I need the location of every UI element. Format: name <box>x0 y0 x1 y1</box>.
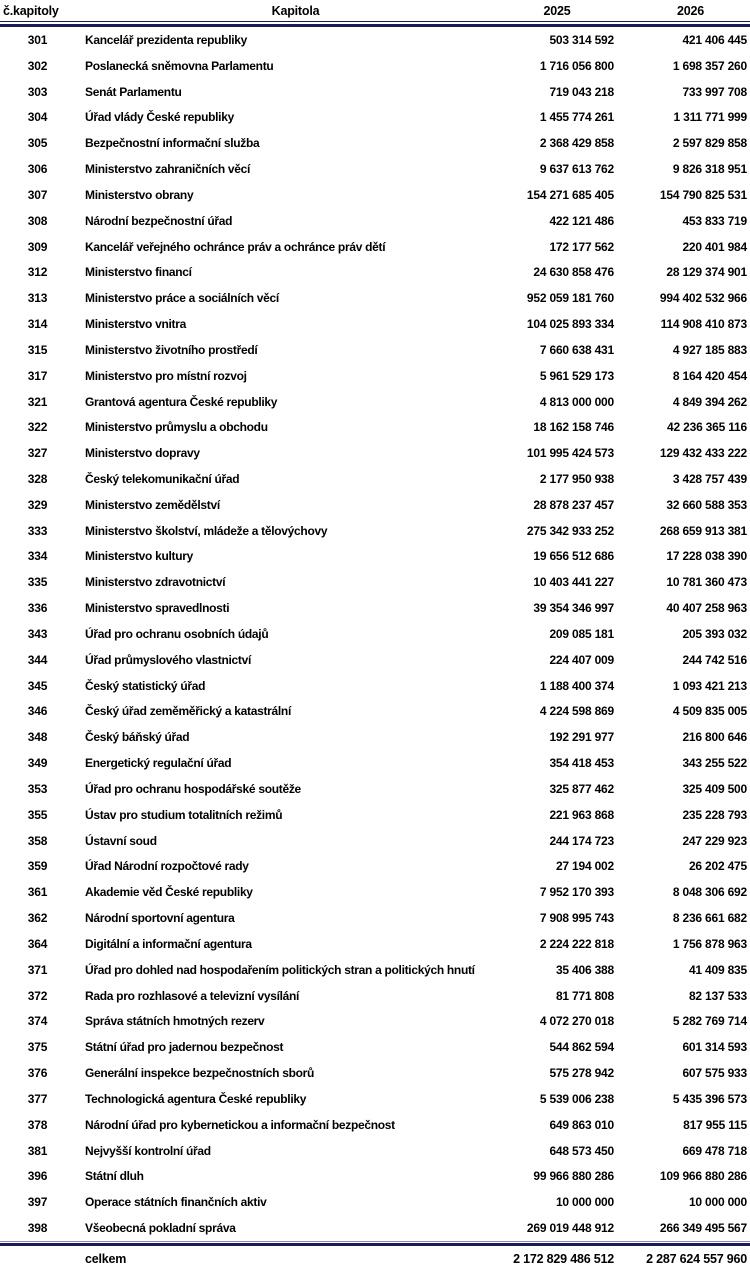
chapter-name-cell: Úřad Národní rozpočtové rady <box>85 859 249 874</box>
value-2026-cell: 109 966 880 286 <box>659 1169 747 1184</box>
value-2026-cell: 220 401 984 <box>682 239 747 254</box>
value-2025-cell: 1 455 774 261 <box>539 110 614 125</box>
chapter-name-cell: Technologická agentura České republiky <box>85 1091 307 1106</box>
chapter-number-cell: 345 <box>27 678 48 693</box>
table-row <box>0 208 750 234</box>
value-2025-cell: 39 354 346 997 <box>533 601 614 616</box>
value-2025-cell: 354 418 453 <box>549 756 614 771</box>
chapter-number-cell: 364 <box>27 936 48 951</box>
value-2026-cell: 10 000 000 <box>688 1195 747 1210</box>
chapter-name-cell: Národní úřad pro kybernetickou a informační bezpečnost <box>85 1117 395 1132</box>
chapter-number-cell: 334 <box>27 549 48 564</box>
chapter-number-cell: 306 <box>27 162 48 177</box>
chapter-number-cell: 304 <box>27 110 48 125</box>
value-2026-cell: 4 849 394 262 <box>672 394 747 409</box>
chapter-number-cell: 374 <box>27 1014 48 1029</box>
value-2026-cell: 8 164 420 454 <box>672 368 747 383</box>
value-2025-cell: 275 342 933 252 <box>526 523 614 538</box>
value-2025-cell: 154 271 685 405 <box>526 187 614 202</box>
chapter-name-cell: Bezpečnostní informační služba <box>85 136 260 151</box>
chapter-name-cell: Národní bezpečnostní úřad <box>85 213 233 228</box>
chapter-number-cell: 398 <box>27 1221 48 1235</box>
value-2026-cell: 216 800 646 <box>682 730 747 745</box>
table-row <box>0 699 750 725</box>
value-2026-cell: 994 402 532 966 <box>659 291 747 306</box>
table-row <box>0 492 750 518</box>
table-row <box>0 311 750 337</box>
value-2026-cell: 82 137 533 <box>688 988 747 1003</box>
value-2025-cell: 99 966 880 286 <box>533 1169 614 1184</box>
chapter-name-cell: Ministerstvo pro místní rozvoj <box>85 368 247 383</box>
table-row <box>0 53 750 79</box>
chapter-name-cell: Národní sportovní agentura <box>85 911 235 926</box>
table-row <box>0 1138 750 1164</box>
value-2026-cell: 2 597 829 858 <box>672 136 747 151</box>
value-2025-cell: 1 716 056 800 <box>539 58 614 73</box>
table-row <box>0 234 750 260</box>
value-2026-cell: 5 282 769 714 <box>672 1014 747 1029</box>
table-row <box>0 854 750 880</box>
value-2025-cell: 24 630 858 476 <box>533 265 614 280</box>
chapter-number-cell: 371 <box>27 962 48 977</box>
chapter-number-cell: 346 <box>27 704 48 719</box>
table-row <box>0 724 750 750</box>
table-row <box>0 518 750 544</box>
table-row <box>0 1189 750 1215</box>
value-2025-cell: 325 877 462 <box>549 781 614 796</box>
chapter-number-cell: 377 <box>27 1091 48 1106</box>
value-2025-cell: 544 862 594 <box>549 1040 614 1055</box>
chapter-number-cell: 307 <box>27 187 48 202</box>
chapter-name-cell: Úřad vlády České republiky <box>85 110 234 125</box>
value-2026-cell: 40 407 258 963 <box>666 601 747 616</box>
chapter-name-cell: Nejvyšší kontrolní úřad <box>85 1143 211 1158</box>
chapter-number-cell: 317 <box>27 368 48 383</box>
chapter-name-cell: Grantová agentura České republiky <box>85 394 278 409</box>
chapter-name-cell: Ministerstvo zahraničních věcí <box>85 162 251 177</box>
chapter-name-cell: Ministerstvo dopravy <box>85 446 200 461</box>
value-2026-cell: 8 048 306 692 <box>672 885 747 900</box>
chapter-number-cell: 322 <box>27 420 48 435</box>
value-2025-cell: 2 368 429 858 <box>539 136 614 151</box>
table-row <box>0 285 750 311</box>
total-row <box>0 1246 750 1278</box>
value-2025-cell: 104 025 893 334 <box>526 317 614 332</box>
table-row <box>0 389 750 415</box>
chapter-name-cell: Akademie věd České republiky <box>85 885 253 900</box>
chapter-number-cell: 396 <box>27 1169 48 1184</box>
value-2025-cell: 221 963 868 <box>549 807 614 822</box>
value-2025-cell: 9 637 613 762 <box>539 162 614 177</box>
value-2025-cell: 192 291 977 <box>549 730 614 745</box>
value-2025-cell: 719 043 218 <box>549 84 614 99</box>
value-2025-cell: 7 908 995 743 <box>539 911 614 926</box>
value-2026-cell: 28 129 374 901 <box>666 265 747 280</box>
chapter-name-cell: Ministerstvo školství, mládeže a tělovýchovy <box>85 523 328 538</box>
chapter-number-cell: 321 <box>27 394 48 409</box>
chapter-number-cell: 335 <box>27 575 48 590</box>
table-row <box>0 957 750 983</box>
table-row <box>0 1086 750 1112</box>
chapter-name-cell: Senát Parlamentu <box>85 84 182 99</box>
value-2026-cell: 601 314 593 <box>682 1040 747 1055</box>
table-row <box>0 828 750 854</box>
value-2025-cell: 422 121 486 <box>549 213 614 228</box>
chapter-name-cell: Ministerstvo spravedlnosti <box>85 601 230 616</box>
value-2026-cell: 244 742 516 <box>682 652 747 667</box>
value-2026-cell: 421 406 445 <box>682 32 747 47</box>
chapter-name-cell: Ministerstvo kultury <box>85 549 194 564</box>
chapter-number-cell: 397 <box>27 1195 48 1210</box>
table-row <box>0 879 750 905</box>
chapter-name-cell: Státní dluh <box>85 1169 144 1184</box>
table-row <box>0 905 750 931</box>
value-2026-cell: 9 826 318 951 <box>672 162 747 177</box>
chapter-number-cell: 343 <box>27 626 48 641</box>
chapter-name-cell: Ministerstvo práce a sociálních věcí <box>85 291 279 306</box>
table-row <box>0 466 750 492</box>
table-row <box>0 647 750 673</box>
value-2026-cell: 4 927 185 883 <box>672 342 747 357</box>
chapter-number-cell: 333 <box>27 523 48 538</box>
value-2026-cell: 5 435 396 573 <box>672 1091 747 1106</box>
value-2026-cell: 733 997 708 <box>682 84 747 99</box>
value-2026-cell: 268 659 913 381 <box>659 523 747 538</box>
table-row <box>0 156 750 182</box>
value-2025-cell: 101 995 424 573 <box>526 446 614 461</box>
chapter-name-cell: Ministerstvo zdravotnictví <box>85 575 226 590</box>
table-row <box>0 130 750 156</box>
chapter-name-cell: Ústav pro studium totalitních režimů <box>85 807 283 822</box>
table-row <box>0 621 750 647</box>
chapter-name-cell: Generální inspekce bezpečnostních sborů <box>85 1066 315 1081</box>
value-2025-cell: 648 573 450 <box>549 1143 614 1158</box>
table-row <box>0 673 750 699</box>
value-2026-cell: 4 509 835 005 <box>672 704 747 719</box>
table-row <box>0 1163 750 1189</box>
chapter-name-cell: Úřad pro ochranu osobních údajů <box>85 626 269 641</box>
chapter-number-cell: 303 <box>27 84 48 99</box>
value-2025-cell: 7 952 170 393 <box>539 885 614 900</box>
chapter-name-cell: Český telekomunikační úřad <box>85 471 240 486</box>
chapter-number-cell: 359 <box>27 859 48 874</box>
chapter-name-cell: Ministerstvo životního prostředí <box>85 342 258 357</box>
chapter-number-cell: 381 <box>27 1143 48 1158</box>
value-2025-cell: 209 085 181 <box>549 626 614 641</box>
value-2026-cell: 1 311 771 999 <box>673 110 747 125</box>
chapter-name-cell: Státní úřad pro jadernou bezpečnost <box>85 1040 284 1055</box>
chapter-name-cell: Český úřad zeměměřický a katastrální <box>85 704 291 719</box>
chapter-number-cell: 362 <box>27 911 48 926</box>
chapter-name-cell: Český statistický úřad <box>85 678 206 693</box>
chapter-name-cell: Český báňský úřad <box>85 730 190 745</box>
value-2026-cell: 1 756 878 963 <box>672 936 747 951</box>
table-row <box>0 414 750 440</box>
value-2026-cell: 343 255 522 <box>682 756 747 771</box>
table-row <box>0 750 750 776</box>
table-row <box>0 363 750 389</box>
table-body <box>0 27 750 1241</box>
total-2025-value: 2 172 829 486 512 <box>513 1252 614 1266</box>
value-2026-cell: 453 833 719 <box>682 213 747 228</box>
chapter-name-cell: Rada pro rozhlasové a televizní vysílání <box>85 988 300 1003</box>
value-2025-cell: 503 314 592 <box>549 32 614 47</box>
table-row <box>0 776 750 802</box>
chapter-number-cell: 329 <box>27 497 48 512</box>
chapter-number-cell: 375 <box>27 1040 48 1055</box>
table-row <box>0 79 750 105</box>
chapter-number-cell: 309 <box>27 239 48 254</box>
table-row <box>0 1060 750 1086</box>
table-row <box>0 802 750 828</box>
value-2026-cell: 1 093 421 213 <box>672 678 747 693</box>
chapter-number-cell: 336 <box>27 601 48 616</box>
value-2025-cell: 35 406 388 <box>555 962 614 977</box>
chapter-number-cell: 327 <box>27 446 48 461</box>
chapter-number-cell: 348 <box>27 730 48 745</box>
chapter-number-cell: 344 <box>27 652 48 667</box>
value-2025-cell: 4 072 270 018 <box>539 1014 614 1029</box>
table-row <box>0 1034 750 1060</box>
value-2026-cell: 114 908 410 873 <box>660 317 747 332</box>
table-row <box>0 27 750 53</box>
table-row <box>0 983 750 1009</box>
value-2026-cell: 17 228 038 390 <box>666 549 747 564</box>
value-2025-cell: 4 813 000 000 <box>539 394 614 409</box>
total-label: celkem <box>85 1252 127 1266</box>
chapter-name-cell: Energetický regulační úřad <box>85 756 232 771</box>
chapter-number-cell: 355 <box>27 807 48 822</box>
chapter-number-cell: 349 <box>27 756 48 771</box>
value-2026-cell: 154 790 825 531 <box>659 187 747 202</box>
table-row <box>0 1112 750 1138</box>
chapter-number-cell: 315 <box>27 342 48 357</box>
chapter-name-cell: Ministerstvo zemědělství <box>85 497 220 512</box>
value-2025-cell: 18 162 158 746 <box>533 420 614 435</box>
value-2025-cell: 10 000 000 <box>555 1195 614 1210</box>
value-2025-cell: 244 174 723 <box>549 833 614 848</box>
chapter-name-cell: Úřad pro dohled nad hospodařením politických stran a politických hnutí <box>85 962 475 977</box>
chapter-name-cell: Digitální a informační agentura <box>85 936 252 951</box>
chapter-name-cell: Všeobecná pokladní správa <box>85 1221 236 1235</box>
value-2025-cell: 2 224 222 818 <box>539 936 614 951</box>
value-2026-cell: 325 409 500 <box>682 781 747 796</box>
value-2026-cell: 817 955 115 <box>683 1117 747 1132</box>
value-2026-cell: 32 660 588 353 <box>666 497 747 512</box>
value-2026-cell: 129 432 433 222 <box>659 446 747 461</box>
value-2026-cell: 1 698 357 260 <box>672 58 747 73</box>
total-2026-value: 2 287 624 557 960 <box>646 1252 747 1266</box>
chapter-name-cell: Kancelář prezidenta republiky <box>85 32 248 47</box>
value-2026-cell: 3 428 757 439 <box>672 471 747 486</box>
chapter-number-cell: 361 <box>27 885 48 900</box>
chapter-number-cell: 313 <box>27 291 48 306</box>
header-year-2026: 2026 <box>676 3 704 18</box>
value-2025-cell: 172 177 562 <box>549 239 614 254</box>
value-2026-cell: 235 228 793 <box>682 807 747 822</box>
table-row <box>0 595 750 621</box>
chapter-number-cell: 353 <box>27 781 48 796</box>
chapter-number-cell: 376 <box>27 1066 48 1081</box>
value-2025-cell: 28 878 237 457 <box>533 497 614 512</box>
table-row <box>0 544 750 570</box>
chapter-name-cell: Úřad průmyslového vlastnictví <box>85 652 252 667</box>
value-2026-cell: 669 478 718 <box>682 1143 747 1158</box>
chapter-number-cell: 305 <box>27 136 48 151</box>
chapter-name-cell: Ústavní soud <box>85 833 157 848</box>
value-2025-cell: 224 407 009 <box>549 652 614 667</box>
value-2025-cell: 952 059 181 760 <box>526 291 614 306</box>
chapter-name-cell: Ministerstvo financí <box>85 265 192 280</box>
value-2025-cell: 7 660 638 431 <box>539 342 614 357</box>
value-2025-cell: 4 224 598 869 <box>539 704 614 719</box>
value-2025-cell: 81 771 808 <box>555 988 614 1003</box>
header-year-2025: 2025 <box>543 3 571 18</box>
chapter-name-cell: Úřad pro ochranu hospodářské soutěže <box>85 781 301 796</box>
value-2025-cell: 649 863 010 <box>549 1117 614 1132</box>
chapter-number-cell: 312 <box>27 265 48 280</box>
value-2025-cell: 5 539 006 238 <box>539 1091 614 1106</box>
value-2026-cell: 26 202 475 <box>688 859 747 874</box>
chapter-name-cell: Operace státních finančních aktiv <box>85 1195 267 1210</box>
value-2025-cell: 10 403 441 227 <box>533 575 614 590</box>
table-header-row <box>0 0 750 21</box>
value-2025-cell: 1 188 400 374 <box>539 678 614 693</box>
chapter-name-cell: Správa státních hmotných rezerv <box>85 1014 265 1029</box>
value-2025-cell: 269 019 448 912 <box>526 1221 614 1235</box>
chapter-name-cell: Ministerstvo vnitra <box>85 317 186 332</box>
header-chapter-number: č.kapitoly <box>3 3 59 18</box>
chapter-number-cell: 358 <box>27 833 48 848</box>
value-2025-cell: 575 278 942 <box>549 1066 614 1081</box>
chapter-name-cell: Kancelář veřejného ochránce práv a ochránce práv dětí <box>85 239 386 254</box>
value-2026-cell: 8 236 661 682 <box>672 911 747 926</box>
value-2025-cell: 27 194 002 <box>555 859 614 874</box>
chapter-name-cell: Ministerstvo obrany <box>85 187 194 202</box>
value-2026-cell: 42 236 365 116 <box>667 420 747 435</box>
header-chapter-name: Kapitola <box>271 3 320 18</box>
chapter-number-cell: 372 <box>27 988 48 1003</box>
value-2025-cell: 5 961 529 173 <box>539 368 614 383</box>
value-2025-cell: 2 177 950 938 <box>539 471 614 486</box>
table-row <box>0 440 750 466</box>
value-2026-cell: 266 349 495 567 <box>659 1221 747 1235</box>
table-row <box>0 931 750 957</box>
table-row <box>0 1215 750 1241</box>
value-2026-cell: 205 393 032 <box>682 626 747 641</box>
value-2025-cell: 19 656 512 686 <box>533 549 614 564</box>
chapter-number-cell: 302 <box>27 58 48 73</box>
table-row <box>0 259 750 285</box>
table-row <box>0 337 750 363</box>
chapter-number-cell: 301 <box>27 32 48 47</box>
value-2026-cell: 607 575 933 <box>682 1066 747 1081</box>
value-2026-cell: 10 781 360 473 <box>666 575 747 590</box>
chapter-number-cell: 378 <box>27 1117 48 1132</box>
value-2026-cell: 247 229 923 <box>682 833 747 848</box>
table-row <box>0 104 750 130</box>
chapter-name-cell: Ministerstvo průmyslu a obchodu <box>85 420 268 435</box>
table-row <box>0 569 750 595</box>
chapter-name-cell: Poslanecká sněmovna Parlamentu <box>85 58 274 73</box>
chapter-number-cell: 328 <box>27 471 48 486</box>
table-row <box>0 1008 750 1034</box>
chapter-number-cell: 314 <box>27 317 48 332</box>
table-row <box>0 182 750 208</box>
chapter-number-cell: 308 <box>27 213 48 228</box>
value-2026-cell: 41 409 835 <box>688 962 747 977</box>
